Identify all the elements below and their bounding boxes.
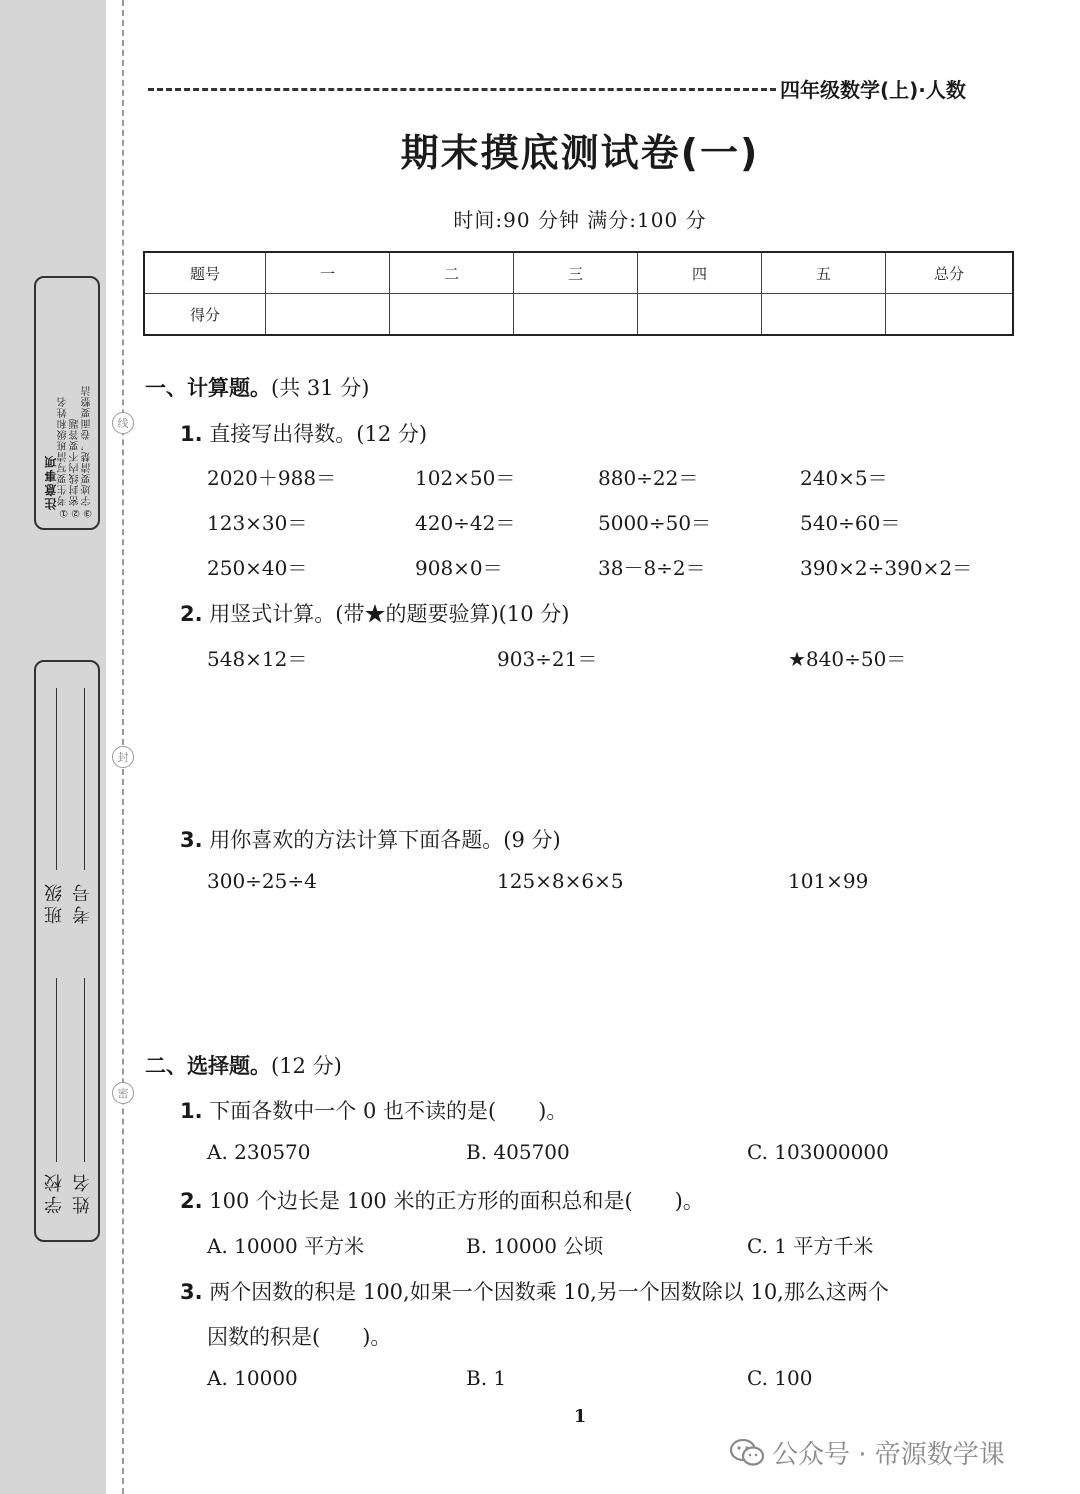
question-text: 两个因数的积是 100,如果一个因数乘 10,另一个因数除以 10,那么这两个 [209,1280,889,1304]
table-cell: 四 [638,252,762,294]
vertical-calc-item: 903÷21＝ [497,647,598,671]
calc-item: 880÷22＝ [598,466,699,490]
name-label: 姓名 [72,1170,93,1214]
question-1-1 [180,418,427,448]
calc-item: 38－8÷2＝ [598,556,706,580]
option-a[interactable]: A. 10000 平方米 [207,1234,365,1258]
section2-points: (12 分) [271,1054,342,1078]
class-field[interactable] [56,688,57,870]
class-label: 班级 [44,880,65,924]
section2-heading [145,1050,342,1080]
calc-item: 2020＋988＝ [207,466,337,490]
question-text: 直接写出得数。(12 分) [209,422,428,446]
section1-heading [145,372,369,402]
student-info-box [34,660,100,1242]
notice-line: ③字迹要清楚，卷面要整洁 [82,385,93,518]
option-c[interactable]: C. 1 平方千米 [747,1234,874,1258]
notice-title: 注意事项 [44,454,58,510]
table-cell: 一 [266,252,390,294]
section1-points: (共 31 分) [271,376,370,400]
school-label: 学校 [44,1170,65,1214]
question-text: 下面各数中一个 0 也不读的是( )。 [209,1099,568,1123]
question-number: 3. [180,828,203,852]
score-input-cell[interactable] [266,294,390,336]
table-cell: 总分 [886,252,1014,294]
option-a[interactable]: A. 10000 [207,1366,298,1390]
grade-subject-tag: 四年级数学(上)·人数 [780,78,966,102]
exam-no-field[interactable] [84,688,85,870]
question-number: 2. [180,1189,203,1213]
table-cell: 三 [514,252,638,294]
calc-item: 123×30＝ [207,511,308,535]
seal-mark-seal: 封 [112,746,134,768]
option-c[interactable]: C. 103000000 [747,1140,889,1164]
option-b[interactable]: B. 1 [466,1366,507,1390]
calc-item: 240×5＝ [800,466,888,490]
free-calc-item: 300÷25÷4 [207,869,317,893]
question-1-2 [180,598,569,628]
watermark-text: 公众号 · 帝源数学课 [772,1440,1005,1470]
score-input-cell[interactable] [762,294,886,336]
free-calc-item: 125×8×6×5 [497,869,624,893]
calc-item: 390×2÷390×2＝ [800,556,973,580]
vertical-calc-item: ★840÷50＝ [788,647,907,671]
seal-mark-line: 线 [112,412,134,434]
table-row [144,294,1013,336]
table-cell: 五 [762,252,886,294]
score-table [143,251,1014,336]
calc-item: 250×40＝ [207,556,308,580]
calc-item: 420÷42＝ [415,511,516,535]
free-calc-item: 101×99 [788,869,869,893]
option-c[interactable]: C. 100 [747,1366,813,1390]
page-number: 1 [573,1406,587,1427]
score-input-cell[interactable] [886,294,1014,336]
section2-title: 二、选择题。 [145,1054,271,1078]
exam-no-label: 考号 [72,880,93,924]
header-divider [148,88,776,91]
name-field[interactable] [84,978,85,1162]
table-row [144,252,1013,294]
question-number: 2. [180,602,203,626]
notice-line: ②密封线内不要答题 [70,418,81,518]
score-input-cell[interactable] [514,294,638,336]
question-1-3 [180,824,561,854]
calc-item: 540÷60＝ [800,511,901,535]
notice-line: ①考生要写清班级和姓名 [58,396,69,518]
watermark [730,1434,1005,1471]
vertical-calc-item: 548×12＝ [207,647,308,671]
question-text: 100 个边长是 100 米的正方形的面积总和是( )。 [209,1189,704,1213]
question-number: 1. [180,422,203,446]
calc-item: 5000÷50＝ [598,511,712,535]
question-number: 3. [180,1280,203,1304]
seal-mark-secret: 密 [112,1082,134,1104]
score-input-cell[interactable] [638,294,762,336]
exam-title: 期末摸底测试卷(一) [400,131,760,175]
question-number: 1. [180,1099,203,1123]
choice-question-1 [180,1095,567,1125]
question-text-continued: 因数的积是( )。 [207,1325,392,1349]
notice-box [34,276,100,530]
option-b[interactable]: B. 10000 公顷 [466,1234,604,1258]
school-field[interactable] [56,978,57,1162]
choice-question-3 [180,1276,889,1306]
table-cell: 题号 [144,252,266,294]
question-text: 用你喜欢的方法计算下面各题。(9 分) [209,828,561,852]
section1-title: 一、计算题。 [145,376,271,400]
choice-question-2 [180,1185,704,1215]
wechat-icon [730,1439,764,1467]
table-cell: 二 [390,252,514,294]
option-a[interactable]: A. 230570 [207,1140,311,1164]
exam-time-score: 时间:90 分钟 满分:100 分 [453,208,707,232]
table-cell: 得分 [144,294,266,336]
calc-item: 908×0＝ [415,556,503,580]
question-text: 用竖式计算。(带★的题要验算)(10 分) [209,602,570,626]
score-input-cell[interactable] [390,294,514,336]
calc-item: 102×50＝ [415,466,516,490]
option-b[interactable]: B. 405700 [466,1140,570,1164]
